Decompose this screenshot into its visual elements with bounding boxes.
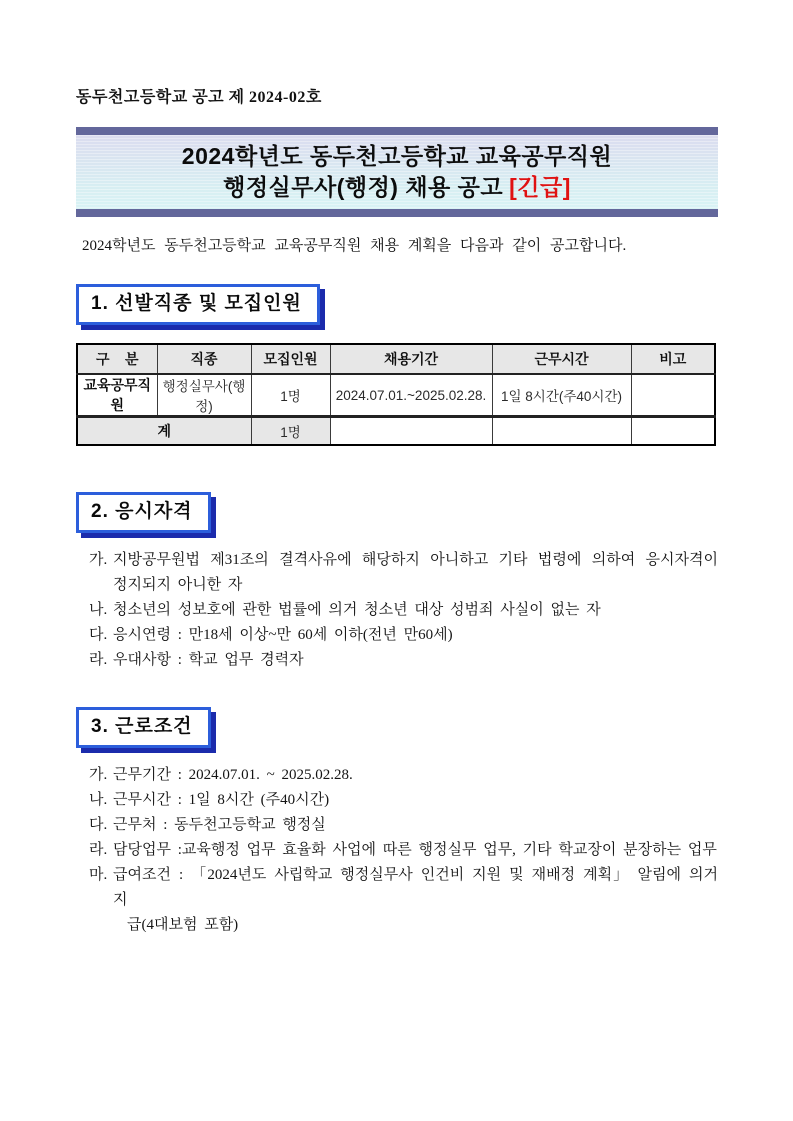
list-item — [89, 763, 718, 788]
work-conditions-list — [89, 763, 718, 938]
cell-job: 행정실무사(행정) — [157, 374, 251, 417]
list-item — [89, 648, 718, 673]
item-line: 급(4대보험 포함) — [127, 916, 239, 933]
col-header-count: 모집인원 — [251, 344, 330, 374]
item-line: 응시연령 : 만18세 이상~만 60세 이하(전년 만60세) — [113, 626, 453, 643]
total-hours-empty — [492, 417, 631, 445]
banner-title-line2-text: 행정실무사(행정) 채용 공고 — [223, 174, 504, 200]
list-item — [89, 838, 718, 863]
item-line: 청소년의 성보호에 관한 법률에 의거 청소년 대상 성범죄 사실이 없는 자 — [113, 601, 601, 618]
title-banner — [76, 127, 718, 217]
document-content — [76, 0, 718, 938]
list-item — [89, 623, 718, 648]
total-note-empty — [631, 417, 715, 445]
item-line: 지방공무원법 제31조의 결격사유에 해당하지 아니하고 기타 법령에 의하여 응시자격이 — [113, 551, 718, 568]
banner-title-line1: 2024학년도 동두천고등학교 교육공무직원 — [181, 143, 613, 169]
item-line: 근무처 : 동두천고등학교 행정실 — [113, 816, 326, 833]
section1-heading: 1. 선발직종 및 모집인원 — [76, 284, 320, 325]
qualification-list — [89, 548, 718, 673]
item-marker: 라. — [89, 841, 108, 858]
cell-period: 2024.07.01.~2025.02.28. — [330, 374, 492, 417]
cell-note — [631, 374, 715, 417]
item-line: 담당업무 :교육행정 업무 효율화 사업에 따른 행정실무 업무, 기타 학교장이 분장하는 업무 — [113, 841, 717, 858]
col-header-period: 채용기간 — [330, 344, 492, 374]
item-line: 근무기간 : 2024.07.01. ~ 2025.02.28. — [113, 766, 353, 783]
recruitment-table — [76, 343, 716, 446]
item-marker: 다. — [89, 816, 108, 833]
doc-number: 동두천고등학교 공고 제 2024-02호 — [76, 89, 322, 106]
item-marker: 나. — [89, 791, 108, 808]
col-header-hours: 근무시간 — [492, 344, 631, 374]
total-count: 1명 — [251, 417, 330, 445]
col-header-note: 비고 — [631, 344, 715, 374]
item-marker: 나. — [89, 601, 108, 618]
urgent-badge: [긴급] — [509, 174, 571, 200]
item-marker: 다. — [89, 626, 108, 643]
cell-hours: 1일 8시간(주40시간) — [492, 374, 631, 417]
item-marker: 가. — [89, 551, 108, 568]
cell-count: 1명 — [251, 374, 330, 417]
item-line: 근무시간 : 1일 8시간 (주40시간) — [113, 791, 330, 808]
list-item — [89, 813, 718, 838]
section2-heading-wrap — [76, 492, 718, 533]
total-period-empty — [330, 417, 492, 445]
list-item — [89, 598, 718, 623]
item-marker: 마. — [89, 866, 108, 883]
list-item — [89, 788, 718, 813]
item-marker: 라. — [89, 651, 108, 668]
cell-category: 교육공무직원 — [77, 374, 157, 417]
section3-heading: 3. 근로조건 — [76, 707, 211, 748]
table-header-row — [77, 344, 715, 374]
table-total-row — [77, 417, 715, 445]
list-item — [89, 548, 718, 598]
section1-heading-wrap — [76, 284, 718, 325]
banner-title-line2 — [76, 172, 718, 203]
intro-paragraph: 2024학년도 동두천고등학교 교육공무직원 채용 계획을 다음과 같이 공고합니다. — [82, 238, 627, 254]
item-line: 우대사항 : 학교 업무 경력자 — [113, 651, 304, 668]
item-line: 정지되지 아니한 자 — [113, 576, 243, 593]
section2-heading: 2. 응시자격 — [76, 492, 211, 533]
item-line: 급여조건 : 「2024년도 사립학교 행정실무사 인건비 지원 및 재배정 계획」 알림에 의거 지 — [113, 866, 718, 908]
item-marker: 가. — [89, 766, 108, 783]
list-item — [89, 863, 718, 938]
table-row — [77, 374, 715, 417]
section3-heading-wrap — [76, 707, 718, 748]
col-header-job: 직종 — [157, 344, 251, 374]
col-header-category: 구 분 — [77, 344, 157, 374]
total-label: 계 — [77, 417, 251, 445]
